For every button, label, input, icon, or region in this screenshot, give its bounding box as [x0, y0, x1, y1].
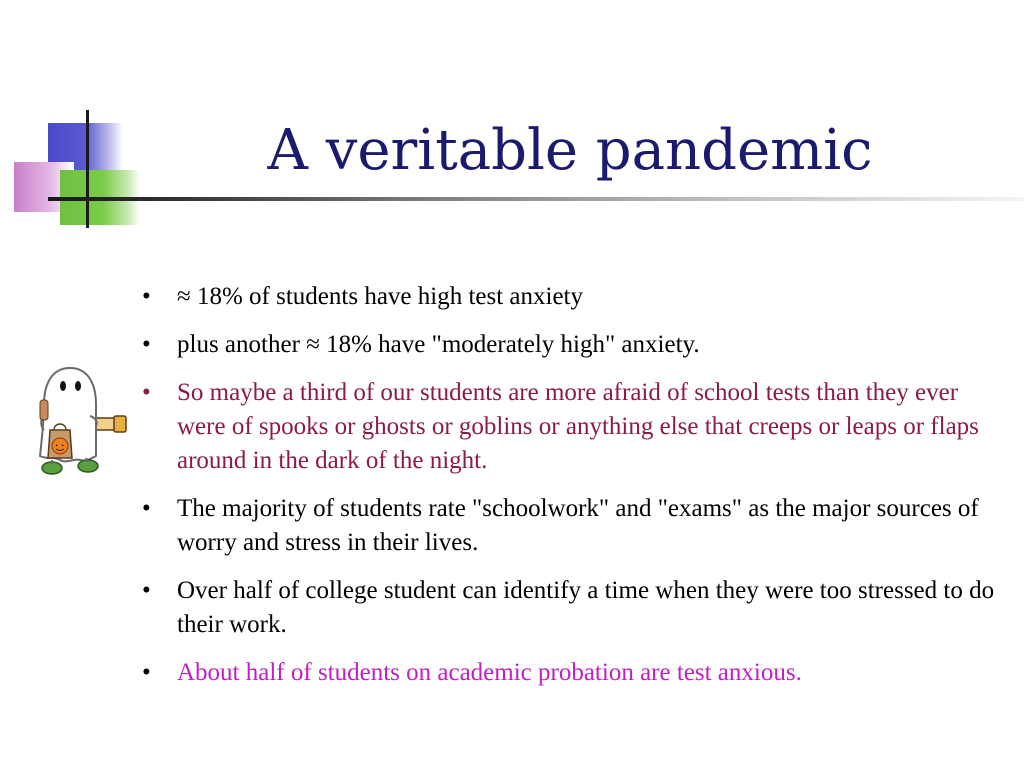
- bullet-dot: •: [142, 331, 151, 358]
- title-underline: [48, 197, 1024, 201]
- bullet-text: So maybe a third of our students are more afraid of school tests than they ever were of spooks or ghosts or goblins or anything else that creeps or leaps or flaps around in the dark of the night.: [177, 379, 979, 474]
- bullet-dot: •: [142, 659, 151, 686]
- bullet-item: [140, 492, 1000, 560]
- bullet-text: Over half of college student can identify a time when they were too stressed to do their work.: [177, 577, 995, 638]
- bullet-dot: •: [142, 495, 151, 522]
- ghost-trick-or-treater-icon: [30, 360, 140, 485]
- bullet-item: [140, 376, 1000, 478]
- bullet-dot: •: [142, 283, 151, 310]
- bullet-text: About half of students on academic probation are test anxious.: [177, 659, 802, 686]
- bullet-text: The majority of students rate "schoolwork" and "exams" as the major sources of worry and stress in their lives.: [177, 495, 979, 556]
- bullet-dot: •: [142, 577, 151, 604]
- slide-title: A veritable pandemic: [267, 118, 873, 183]
- bullet-item: [140, 328, 1000, 362]
- bullet-dot: •: [142, 379, 151, 406]
- bullet-item: [140, 280, 1000, 314]
- bullet-text: plus another ≈ 18% have "moderately high" anxiety.: [177, 331, 700, 358]
- bullet-item: [140, 656, 1000, 690]
- bullet-item: [140, 574, 1000, 642]
- bullet-list: [140, 280, 1000, 704]
- bullet-text: ≈ 18% of students have high test anxiety: [177, 283, 584, 310]
- decor-vertical-line: [86, 110, 89, 228]
